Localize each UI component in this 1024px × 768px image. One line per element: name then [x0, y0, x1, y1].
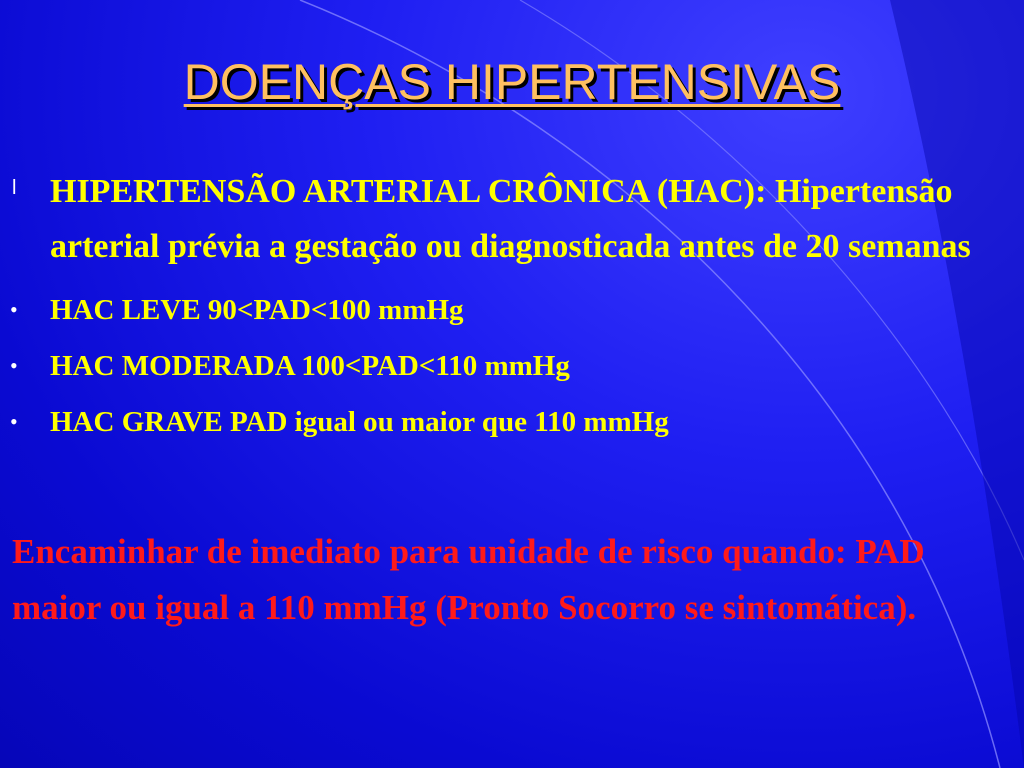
referral-note: Encaminhar de imediato para unidade de risco quando: PAD maior ou igual a 110 mmHg (Pronto Socorro se sintomática).: [12, 532, 925, 627]
bullet-list: [0, 164, 1024, 458]
bullet-marker: •: [10, 409, 18, 434]
slide-title: DOENÇAS HIPERTENSIVAS: [183, 54, 841, 110]
bullet-lead: HIPERTENSÃO ARTERIAL CRÔNICA (HAC):: [50, 173, 767, 210]
bullet-detail: 90<PAD<100 mmHg: [207, 294, 464, 326]
bullet-lead: HAC GRAVE: [50, 406, 223, 438]
list-item: [0, 402, 1024, 442]
bullet-detail: PAD igual ou maior que 110 mmHg: [229, 406, 669, 438]
bullet-detail: Hipertensão arterial prévia a gestação ou diagnosticada antes de 20 semanas: [50, 173, 971, 265]
bullet-lead: HAC LEVE: [50, 294, 201, 326]
bullet-text: [50, 173, 971, 265]
list-item: [0, 164, 1024, 274]
bullet-lead: HAC MODERADA: [50, 350, 295, 382]
list-item: [0, 346, 1024, 386]
bullet-marker: •: [10, 353, 18, 378]
bullet-marker: l: [12, 177, 17, 199]
bullet-detail: 100<PAD<110 mmHg: [301, 350, 570, 382]
bullet-marker: •: [10, 297, 18, 322]
bullet-text: [50, 406, 669, 438]
list-item: [0, 290, 1024, 330]
bullet-text: [50, 294, 464, 326]
bullet-text: [50, 350, 570, 382]
